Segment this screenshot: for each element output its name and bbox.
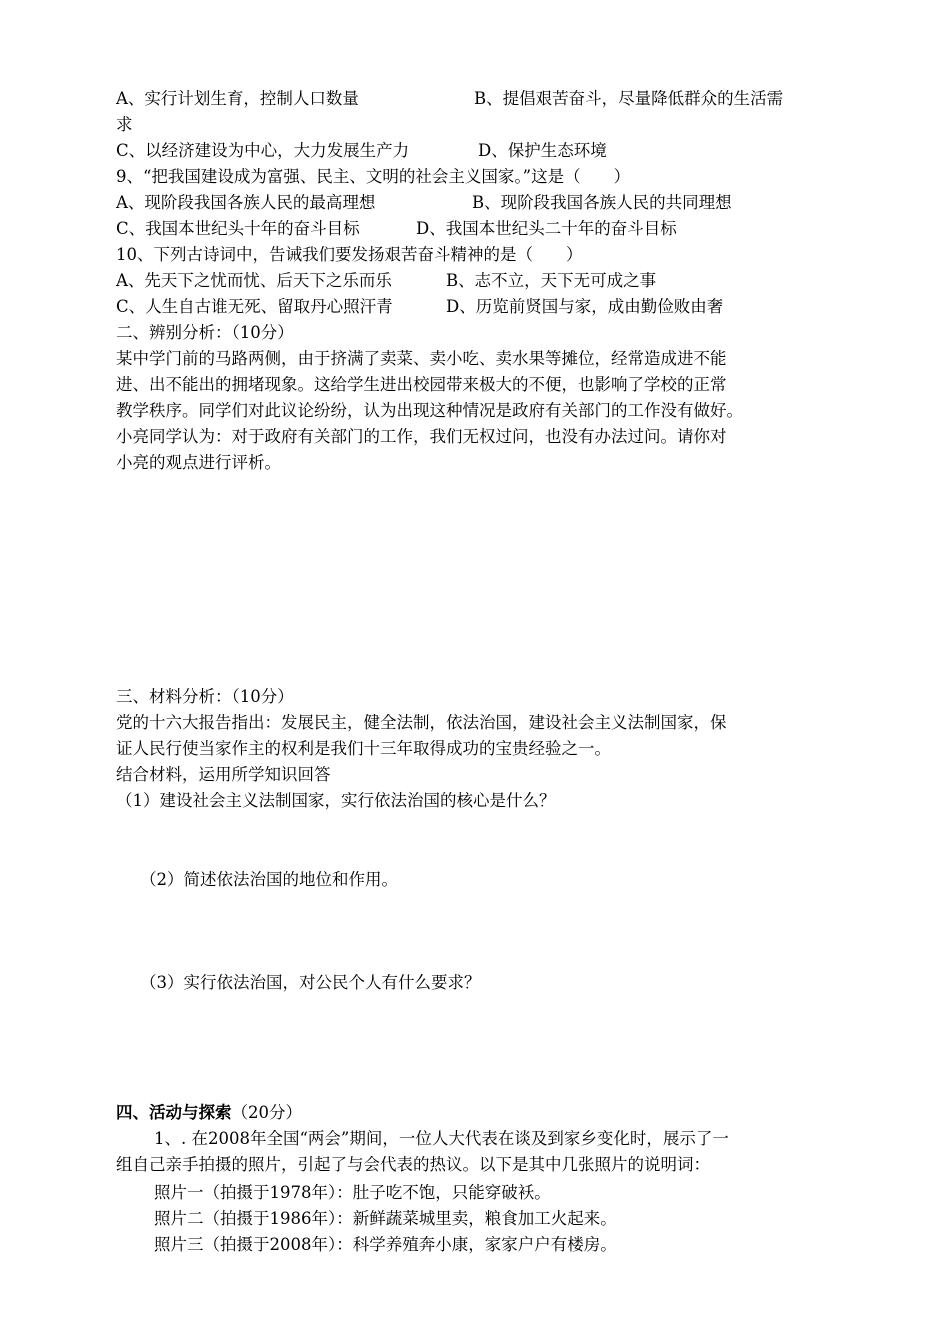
- q9-option-b: B、现阶段我国各族人民的共同理想: [472, 193, 732, 212]
- q9-option-d: D、我国本世纪头二十年的奋斗目标: [416, 219, 677, 238]
- section3-line: 党的十六大报告指出：发展民主，健全法制，依法治国，建设社会主义法制国家，保: [116, 713, 727, 732]
- q8-option-a: A、实行计划生育，控制人口数量: [116, 89, 359, 108]
- section3-question-3: （3）实行依法治国，对公民个人有什么要求？: [140, 973, 481, 992]
- q8-option-c: C、以经济建设为中心，大力发展生产力: [116, 141, 410, 160]
- photo-caption: 照片二（拍摄于1986年）：新鲜蔬菜城里卖，粮食加工火起来。: [154, 1209, 617, 1228]
- q10-option-c: C、人生自古谁无死、留取丹心照汗青: [116, 297, 393, 316]
- photo-caption: 照片一（拍摄于1978年）：肚子吃不饱，只能穿破袄。: [154, 1183, 551, 1202]
- q10-options-cd: [116, 294, 723, 320]
- section2-line: 小亮同学认为：对于政府有关部门的工作，我们无权过问，也没有办法过问。请你对: [116, 427, 727, 446]
- q9-option-c: C、我国本世纪头十年的奋斗目标: [116, 219, 360, 238]
- q9-options-cd: [116, 216, 677, 242]
- q9-options-ab: [116, 190, 732, 216]
- q8-option-b-wrap: 求: [116, 115, 133, 134]
- section2-line: 小亮的观点进行评析。: [116, 453, 281, 472]
- q8-option-d: D、保护生态环境: [478, 141, 607, 160]
- q10-options-ab: [116, 268, 656, 294]
- section3-heading: 三、材料分析：（10分）: [116, 687, 294, 706]
- q8-option-b: B、提倡艰苦奋斗，尽量降低群众的生活需: [474, 89, 784, 108]
- section2-line: 教学秩序。同学们对此议论纷纷，认为出现这种情况是政府有关部门的工作没有做好。: [116, 401, 743, 420]
- section3-question-1: （1）建设社会主义法制国家，实行依法治国的核心是什么？: [116, 791, 556, 810]
- q8-options-ab: [116, 86, 783, 112]
- q10-option-d: D、历览前贤国与家，成由勤俭败由奢: [446, 297, 724, 316]
- section4-line: 组自己亲手拍摄的照片，引起了与会代表的热议。以下是其中几张照片的说明词：: [116, 1155, 710, 1174]
- q10-stem: 10、下列古诗词中，告诫我们要发扬艰苦奋斗精神的是（ ）: [116, 245, 583, 264]
- section2-heading: 二、辨别分析：（10分）: [116, 323, 294, 342]
- section3-line: 结合材料，运用所学知识回答: [116, 765, 331, 784]
- section2-line: 某中学门前的马路两侧，由于挤满了卖菜、卖小吃、卖水果等摊位，经常造成进不能: [116, 349, 727, 368]
- section4-heading-title: 四、活动与探索: [116, 1103, 232, 1122]
- section4-heading: [116, 1100, 302, 1126]
- section4-heading-score: （20分）: [231, 1103, 302, 1122]
- section3-question-2: （2）简述依法治国的地位和作用。: [140, 870, 398, 889]
- q8-options-cd: [116, 138, 607, 164]
- q10-option-a: A、先天下之忧而忧、后天下之乐而乐: [116, 271, 392, 290]
- q10-option-b: B、志不立，天下无可成之事: [446, 271, 657, 290]
- section4-line: 1、. 在2008年全国“两会”期间，一位人大代表在谈及到家乡变化时，展示了一: [154, 1129, 729, 1148]
- q9-option-a: A、现阶段我国各族人民的最高理想: [116, 193, 376, 212]
- section3-line: 证人民行使当家作主的权利是我们十三年取得成功的宝贵经验之一。: [116, 739, 611, 758]
- photo-caption: 照片三（拍摄于2008年）：科学养殖奔小康，家家户户有楼房。: [154, 1235, 617, 1254]
- q9-stem: 9、“把我国建设成为富强、民主、文明的社会主义国家。”这是（ ）: [116, 167, 631, 186]
- section2-line: 进、出不能出的拥堵现象。这给学生进出校园带来极大的不便，也影响了学校的正常: [116, 375, 727, 394]
